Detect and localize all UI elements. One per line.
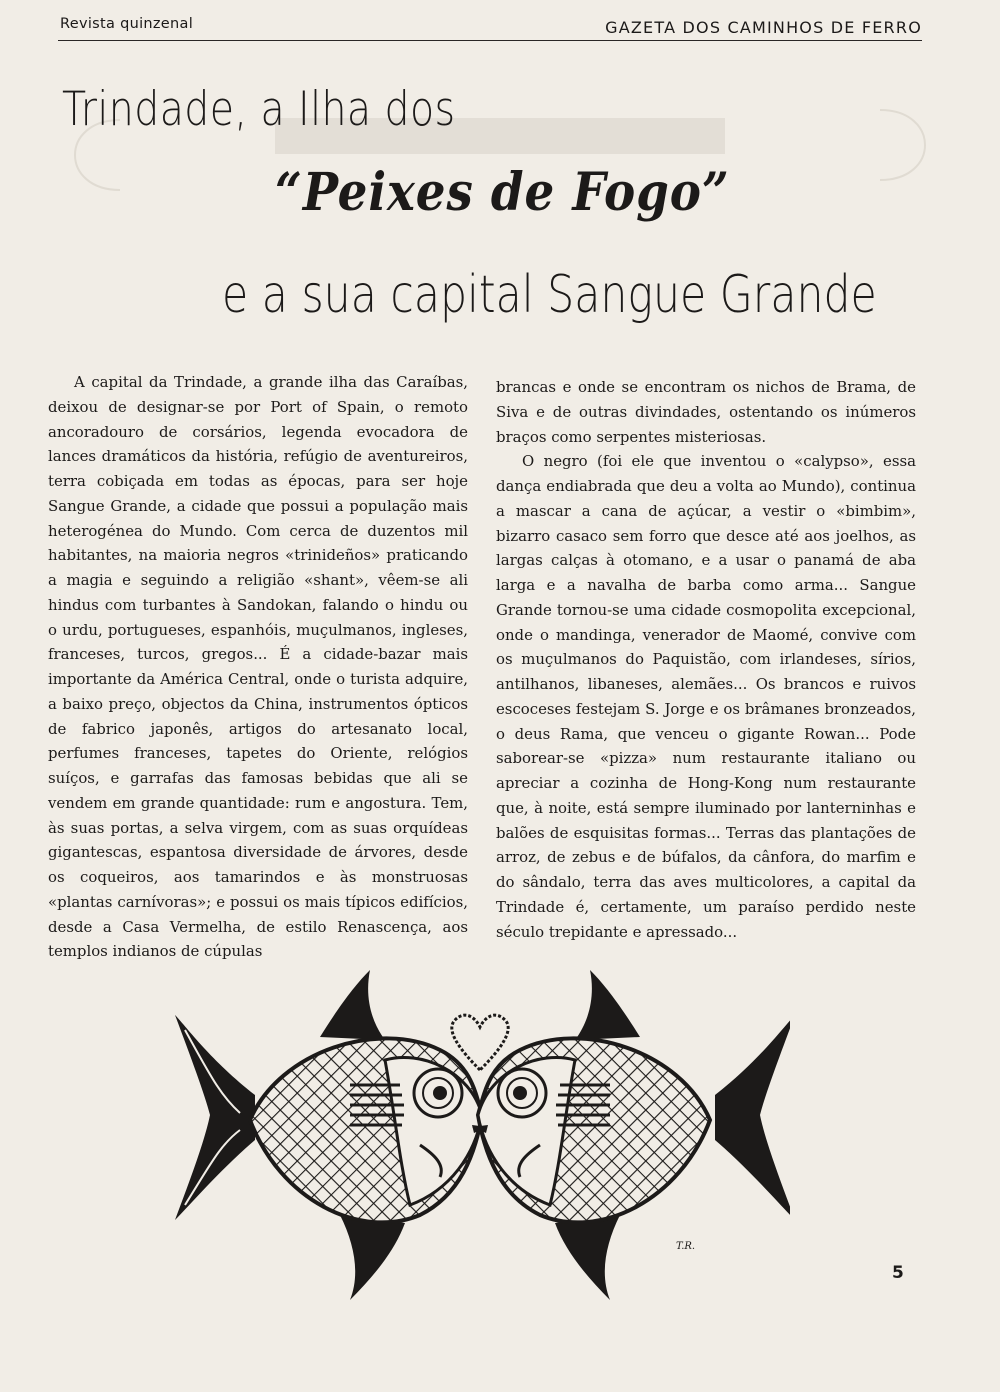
article-column-right xyxy=(496,375,916,944)
right-fish-icon xyxy=(472,970,790,1300)
illustrator-signature: T.R. xyxy=(676,1241,696,1252)
title-line-2: “Peixes de Fogo” xyxy=(275,162,730,223)
title-line-1: Trindade, a Ilha dos xyxy=(62,82,456,137)
article-paragraph: O negro (foi ele que inventou o «calypso», essa dança endiabrada que deu a volta ao Mundo), continua a mascar a cana de açúcar, a vestir o «bimbim», bizarro casaco sem forro que desce até aos joelhos, as largas calças à otomano, e a usar o panamá de aba larga e a navalha de barba como arma... Sangue Grande tornou-se uma cidade cosmopolita excepcional, onde o mandinga, venerador de Maomé, convive com os muçulmanos do Paquistão, com irlandeses, sírios, antilhanos, libaneses, alemães... Os brancos e ruivos escoceses festejam S. Jorge e os brâmanes bronzeados, o deus Rama, que venceu o gigante Rowan... Pode saborear-se «pizza» num restaurante italiano ou apreciar a cozinha de Hong-Kong num restaurante que, à noite, está sempre iluminado por lanterninhas e balões de esquisitas formas... Terras das plantações de arroz, de zebus e de búfalos, da cânfora, do marfim e do sândalo, terra das aves multicolores, a capital da Trindade é, certamente, um paraíso perdido neste século trepidante e apressado... xyxy=(496,452,916,941)
magazine-name: GAZETA DOS CAMINHOS DE FERRO xyxy=(605,18,922,37)
page-number: 5 xyxy=(892,1263,904,1283)
heart-icon xyxy=(452,1015,508,1070)
article-paragraph: A capital da Trindade, a grande ilha das Caraíbas, deixou de designar-se por Port of Spain, o remoto ancoradouro de corsários, legenda evocadora de lances dramáticos da história, refúgio de aventureiros, terra cobiçada em todas as épocas, para ser hoje Sangue Grande, a cidade que possui a população mais heterogénea do Mundo. Com cerca de duzentos mil habitantes, na maioria negros «trinideños» praticando a magia e seguindo a religião «shant», vêem-se ali hindus com turbantes à Sandokan, falando o hindu ou o urdu, portugueses, espanhóis, muçulmanos, ingleses, franceses, turcos, gregos... É a cidade-bazar mais importante da América Central, onde o turista adquire, a baixo preço, objectos da China, instrumentos ópticos de fabrico japonês, artigos do artesanato local, perfumes franceses, tapetes do Oriente, relógios suíços, e garrafas das famosas bebidas que ali se vendem em grande quantidade: rum e angostura. Tem, às suas portas, a selva virgem, com as suas orquídeas gigantescas, espantosa diversidade de árvores, desde os coqueiros, aos tamarindos e às monstruosas «plantas carnívoras»; e possui os mais típicos edifícios, desde a Casa Vermelha, de estilo Renascença, aos templos indianos de cúpulas xyxy=(48,373,468,961)
title-line-3: e a sua capital Sangue Grande xyxy=(222,265,877,325)
article-paragraph-continuation: brancas e onde se encontram os nichos de Brama, de Siva e de outras divindades, ostentando os inúmeros braços como serpentes misteriosas. xyxy=(496,378,916,446)
running-head xyxy=(58,14,922,41)
article-column-left xyxy=(48,370,468,964)
fish-illustration xyxy=(170,965,790,1310)
magazine-frequency: Revista quinzenal xyxy=(60,16,194,32)
left-fish-icon xyxy=(175,970,488,1300)
